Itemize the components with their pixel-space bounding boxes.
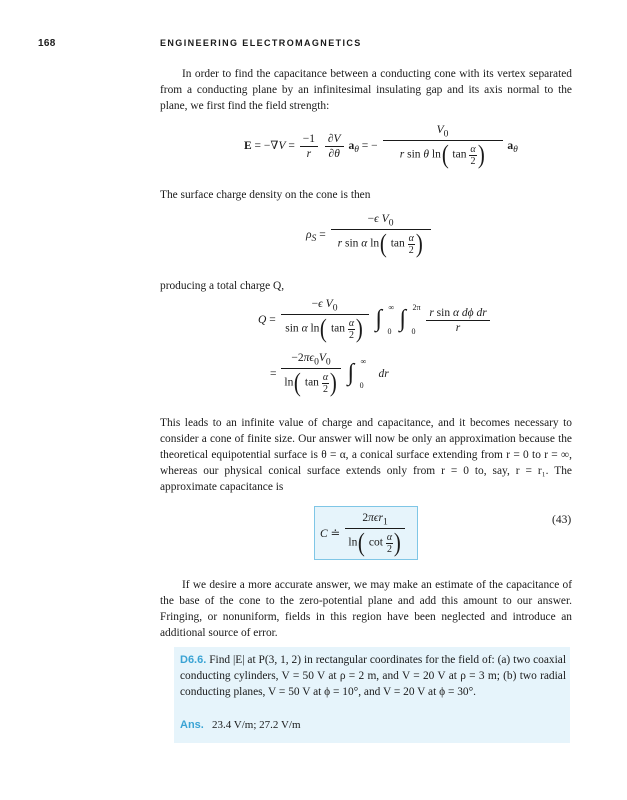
answer-values: 23.4 V/m; 27.2 V/m xyxy=(212,719,301,731)
equation-surface-charge: $\rho_S$ = −ϵ $V_0$ r sin α ln( tan $\frac{\alpha}{2}$ ) xyxy=(306,213,433,257)
running-head: ENGINEERING ELECTROMAGNETICS xyxy=(160,38,362,48)
equation-number: (43) xyxy=(552,514,572,526)
paragraph-finite-cone: This leads to an infinite value of charge and capacitance, and it becomes necessary to consider a cone of finite size. Our answer will now be only an approximation because the theoretical equipotential surface is θ = α, a conical surface extending from r = 0 to r = ∞, whereas our physical conical surface extends only from r = 0 to, say, r = r₁. The approximate capacitance is xyxy=(160,417,572,493)
equation-total-charge: Q = −ϵ $V_0$ sin α ln( tan $\frac{\alpha}{2}$ ) ∫ ∞ 0 ∫ 2π 0 $\frac{\text{r sin α dϕ dr}}{r}$ xyxy=(258,298,492,342)
answer-label: Ans. xyxy=(180,719,204,731)
drill-problem-box xyxy=(174,647,570,743)
paragraph-intro: In order to find the capacitance between a conducting cone with its vertex separated from a conducting plane by an infinitesimal insulating gap and its axis normal to the plane, we first find the field strength: xyxy=(160,68,572,112)
paragraph-surface-charge: The surface charge density on the cone is then xyxy=(160,189,371,201)
paragraph-total-charge: producing a total charge Q, xyxy=(160,280,285,292)
paragraph-accuracy: If we desire a more accurate answer, we may make an estimate of the capacitance of the base of the cone to the zero-potential plane and add this amount to our answer. Fringing, or nonuniform, fields in this region have been neglected and introduce an additional source of error. xyxy=(160,579,572,639)
page-number: 168 xyxy=(38,38,56,49)
equation-capacitance: C ≐ 2πϵr$_1$ ln( cot $\frac{\alpha}{2}$ ) xyxy=(320,512,407,556)
equation-field-strength: E = −∇V = $\frac{-1}{r}$ $\frac{\partial V}{\partial\theta}$ $a_\theta$ = − $V_0$ r sin θ ln( tan $\frac{\alpha}{2}$ ) $a_\theta$ xyxy=(244,124,518,170)
drill-problem-statement: Find |E| at P(3, 1, 2) in rectangular coordinates for the field of: (a) two coaxial conducting cylinders, V = 50 V at ρ = 2 m, and V = 20 V at ρ = 3 m; (b) two radial conducting planes, V = 50 V at ϕ = 10°, and V = 20 V at ϕ = 30°. xyxy=(180,654,566,698)
drill-problem-id: D6.6. xyxy=(180,654,207,666)
drill-problem-text xyxy=(180,652,566,700)
equation-total-charge-result: = $-2\pi\epsilon_0V_0$ ln( tan $\frac{\alpha}{2}$ ) ∫ ∞ 0 dr xyxy=(270,352,389,398)
